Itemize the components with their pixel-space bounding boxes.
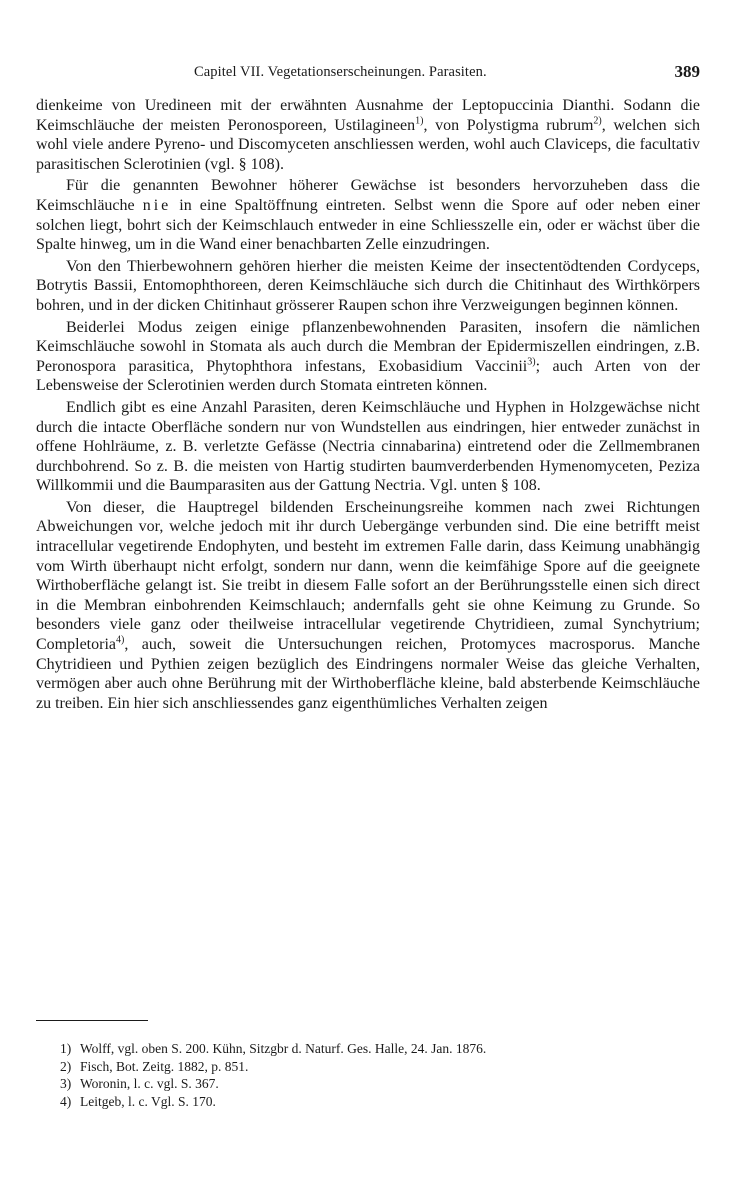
footnote-number: 3) xyxy=(60,1076,72,1091)
footnote-number: 2) xyxy=(60,1058,72,1074)
footnote-marker-3: 3) xyxy=(527,356,536,368)
paragraph-text: Beiderlei Modus zeigen einige pflanzenbewohnenden Parasiten, insofern die nämlichen Keimschläuche sowohl in Stomata als auch durch die Membran der Epidermiszellen eindringen, z.B. Peronospora parasitica, Phytophthora infestans, Exobasidium Vaccinii xyxy=(36,318,700,375)
footnote-number: 4) xyxy=(60,1093,72,1109)
footnote-2 xyxy=(60,1058,700,1076)
page-header xyxy=(36,62,700,86)
footnote-marker-1: 1) xyxy=(415,115,424,127)
footnote-marker-4: 4) xyxy=(115,634,125,646)
paragraph-1 xyxy=(36,96,700,174)
footnote-3 xyxy=(60,1075,700,1093)
footnote-marker-2: 2) xyxy=(593,115,602,127)
footnote-text: Fisch, Bot. Zeitg. 1882, p. 851. xyxy=(80,1058,249,1074)
paragraph-text: in eine Spaltöffnung eintreten. Selbst wenn die Spore auf oder neben einer solchen liegt, bohrt sich der Keimschlauch entweder in eine Schliesszelle ein, oder er wächst über die Spalte hinweg, um in die Wand einer benachbarten Zelle einzudringen. xyxy=(36,196,700,254)
emphasized-word: nie xyxy=(142,196,172,214)
paragraph-text: ; auch Arten von der Lebensweise der Sclerotinien werden durch Stomata eintreten können. xyxy=(36,357,700,395)
footnote-text: Woronin, l. c. vgl. S. 367. xyxy=(80,1076,219,1091)
footnote-1 xyxy=(60,1040,700,1058)
footnote-4 xyxy=(60,1093,700,1111)
paragraph-2 xyxy=(36,176,700,254)
footnotes xyxy=(60,1040,700,1110)
paragraph-text: , welchen sich wohl viele andere Pyreno- und Discomyceten anschliessen werden, wohl auch Claviceps, die facultativ parasitischen Sclerotinien (vgl. § 108). xyxy=(36,116,700,173)
paragraph-5: Endlich gibt es eine Anzahl Parasiten, deren Keimschläuche und Hyphen in Holzgewächse nicht durch die intacte Oberfläche sondern nur von Wundstellen aus eindringen, hier entweder zunächst in offene Hohlräume, z. B. verletzte Gefässe (Nectria cinnabarina) eintretend oder die Zellmembranen durchbohrend. So z. B. die meisten von Hartig studirten baumverderbenden Hymenomyceten, Peziza Willkommii und die Baumparasiten aus der Gattung Nectria. Vgl. unten § 108. xyxy=(36,398,700,495)
paragraph-text: dienkeime von Uredineen mit der erwähnten Ausnahme der Leptopuccinia Dianthi. Sodann die Keimschläuche der meisten Peronosporeen, Ustilagineen xyxy=(36,97,700,134)
paragraph-text: Von dieser, die Hauptregel bildenden Erscheinungsreihe kommen nach zwei Richtungen Abweichungen vor, welche jedoch mit ihr durch Uebergänge verbunden sind. Die eine betrifft meist intracellular vegetirende Endophyten, und besteht im extremen Falle darin, dass Keimung unabhängig vom Wirth überhaupt nicht erfolgt, sondern nur dann, wenn die keimfähige Spore auf die geeignete Wirthoberfläche gelangt ist. Sie treibt in diesem Falle sofort an der Berührungsstelle einen sich direct in die Membran einbohrenden Keimschlauch; andernfalls geht sie ohne Keimung zu Grunde. So besonders viele ganz oder theilweise intracellular vegetirende Chytridieen, zumal Synchytrium; Completoria xyxy=(36,498,700,654)
paragraph-6 xyxy=(36,498,700,714)
footnote-number: 1) xyxy=(60,1041,72,1056)
paragraph-text: , auch, soweit die Untersuchungen reichen, Protomyces macrosporus. Manche Chytridieen und Pythien zeigen bezüglich des Eindringens normaler Weise das gleiche Verhalten, vermögen aber auch ohne Berührung mit der Wirthoberfläche kleine, bald absterbende Keimschläuche zu treiben. Ein hier sich anschliessendes ganz eigenthümliches Verhalten zeigen xyxy=(36,636,700,712)
paragraph-text: Für die genannten Bewohner höherer Gewächse ist besonders hervorzuheben dass die Keimschläuche xyxy=(36,177,700,214)
page-number: 389 xyxy=(674,62,700,81)
body-text xyxy=(36,96,700,715)
footnote-text: Leitgeb, l. c. Vgl. S. 170. xyxy=(80,1093,216,1109)
running-title: Capitel VII. Vegetationserscheinungen. Parasiten. xyxy=(194,64,487,80)
footnote-divider xyxy=(36,1020,148,1021)
paragraph-3: Von den Thierbewohnern gehören hierher die meisten Keime der insectentödtenden Cordyceps, Botrytis Bassii, Entomophthoreen, deren Keimschläuche sich durch die Chitinhaut des Wirthkörpers bohren, und in der dicken Chitinhaut grösserer Raupen schon ihre Verzweigungen beginnen können. xyxy=(36,257,700,314)
paragraph-text: , von Polystigma rubrum xyxy=(423,116,594,134)
paragraph-4 xyxy=(36,318,700,396)
footnote-text: Wolff, vgl. oben S. 200. Kühn, Sitzgbr d. Naturf. Ges. Halle, 24. Jan. 1876. xyxy=(80,1041,487,1056)
